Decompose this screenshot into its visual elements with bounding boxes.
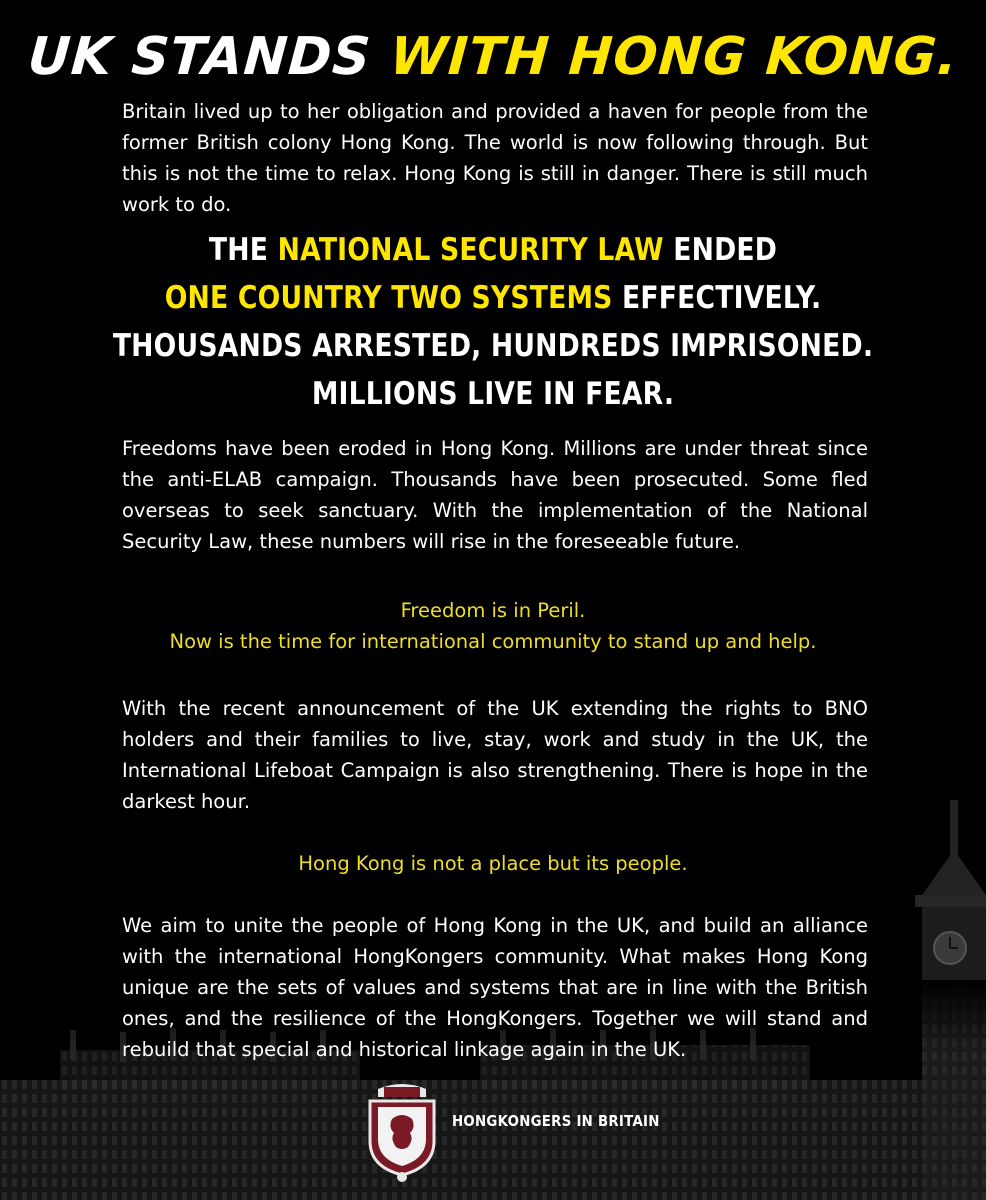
statement-text: EFFECTIVELY.: [612, 280, 822, 316]
lion-crest-icon: [362, 1075, 442, 1185]
statement-text: THE: [208, 232, 278, 268]
intro-paragraph: Britain lived up to her obligation and provided a haven for people from the former British colony Hong Kong. The world is now following through. But this is not the time to relax. Hong Kong is still in danger. There is still much work to do.: [122, 100, 868, 216]
statement-line-1: [69, 226, 917, 274]
bno-paragraph: With the recent announcement of the UK extending the rights to BNO holders and their families to live, stay, work and study in the UK, the International Lifeboat Campaign is also strengthening. There is hope in the darkest hour.: [122, 697, 868, 813]
mission-paragraph: We aim to unite the people of Hong Kong in the UK, and build an alliance with the international HongKongers community. What makes Hong Kong unique are the sets of values and systems that are in line with the British ones, and the resilience of the HongKongers. Together we will stand and rebuild that special and historical linkage again in the UK.: [122, 914, 868, 1061]
statement-highlight: ONE COUNTRY TWO SYSTEMS: [164, 280, 613, 316]
headline-part2: WITH HONG KONG.: [387, 27, 961, 87]
headline-part1: UK STANDS: [25, 27, 393, 87]
organization-name: HONGKONGERS IN BRITAIN: [452, 1112, 660, 1130]
statement-line-3: THOUSANDS ARRESTED, HUNDREDS IMPRISONED.: [112, 328, 874, 364]
peril-quote-line-1: Freedom is in Peril.: [400, 599, 586, 622]
peril-quote-line-2: Now is the time for international community to stand up and help.: [169, 630, 817, 653]
statement-text: ENDED: [663, 232, 778, 268]
people-quote: Hong Kong is not a place but its people.: [298, 852, 688, 875]
statement-line-2: [69, 274, 917, 322]
freedoms-paragraph: Freedoms have been eroded in Hong Kong. Millions are under threat since the anti-ELAB campaign. Thousands have been prosecuted. Some fled overseas to seek sanctuary. With the implementation of the National Security Law, these numbers will rise in the foreseeable future.: [122, 437, 868, 553]
peril-quote: [0, 595, 986, 657]
statement-block: [69, 226, 917, 418]
statement-line-4: MILLIONS LIVE IN FEAR.: [311, 376, 675, 412]
headline: [0, 22, 986, 92]
statement-highlight: NATIONAL SECURITY LAW: [277, 232, 664, 268]
